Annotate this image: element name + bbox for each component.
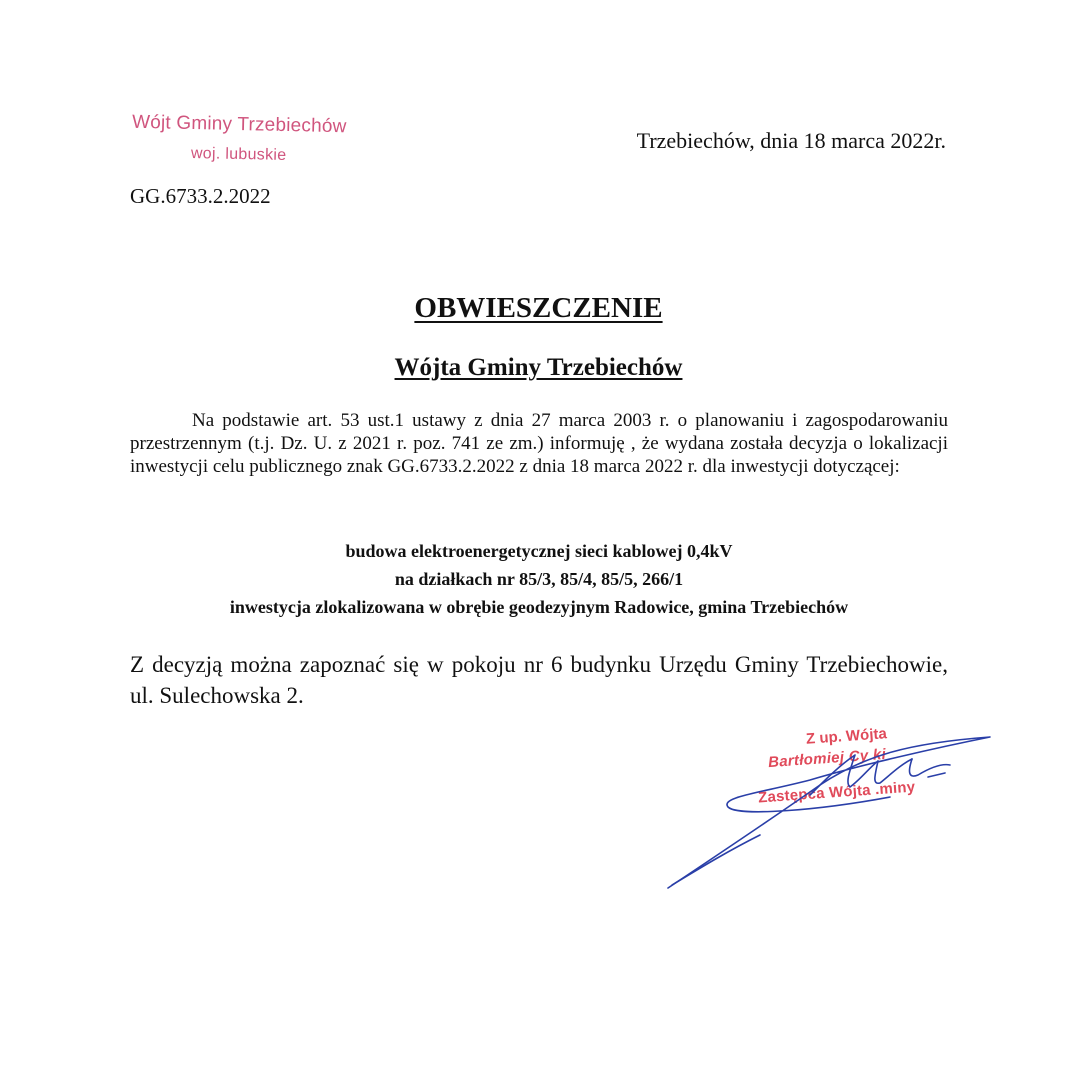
investment-line-scope: budowa elektroenergetycznej sieci kablowej 0,4kV (345, 541, 733, 561)
office-stamp-region: woj. lubuskie (190, 144, 287, 164)
investment-line-location: inwestycja zlokalizowana w obrębie geodezyjnym Radowice, gmina Trzebiechów (229, 597, 849, 617)
signature-stamp-authorization: Z up. Wójta (805, 725, 888, 748)
signature-stamp-position: Zastępca Wójta .miny (757, 778, 916, 807)
document-title: OBWIESZCZENIE (414, 292, 663, 324)
document-subtitle: Wójta Gminy Trzebiechów (394, 354, 683, 381)
investment-line-plots: na działkach nr 85/3, 85/4, 85/5, 266/1 (394, 569, 684, 589)
notice-body-paragraph: Na podstawie art. 53 ust.1 ustawy z dnia 27 marca 2003 r. o planowaniu i zagospodarowaniu przestrzennym (t.j. Dz. U. z 2021 r. poz. 741 ze zm.) informuję , że wydana została decyzja o lokalizacji inwestycji celu publicznego znak GG.6733.2.2022 z dnia 18 marca 2022 r. dla inwestycji dotyczącej: (130, 410, 948, 477)
office-stamp-name: Wójt Gminy Trzebiechów (131, 111, 347, 138)
closing-paragraph: Z decyzją można zapoznać się w pokoju nr 6 budynku Urzędu Gminy Trzebiechowie, ul. Sulechowska 2. (130, 652, 948, 708)
office-stamp (108, 111, 371, 166)
handwritten-signature (650, 725, 1010, 905)
place-and-date: Trzebiechów, dnia 18 marca 2022r. (636, 128, 946, 153)
signature-stamp-name: Bartłomiej Cy ki (767, 745, 887, 772)
reference-number: GG.6733.2.2022 (130, 184, 271, 208)
investment-description (130, 537, 948, 621)
